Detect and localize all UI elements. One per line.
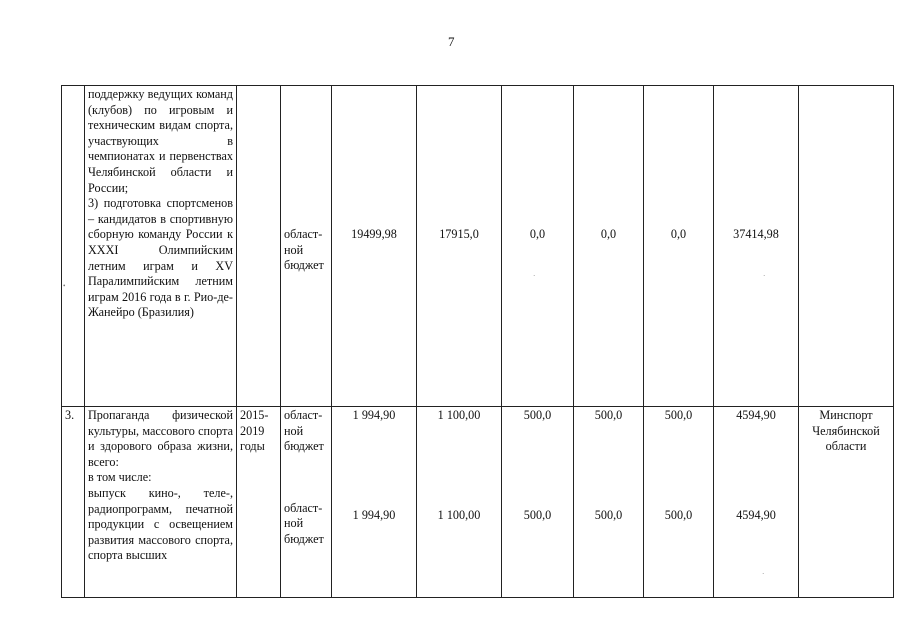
value: 500,0 bbox=[523, 507, 552, 522]
value-cell-3 bbox=[502, 407, 574, 598]
source-label: област- ной бюджет bbox=[284, 227, 324, 273]
value: 1 100,00 bbox=[437, 507, 481, 522]
table-row bbox=[62, 86, 894, 407]
value-cell-3 bbox=[502, 86, 574, 407]
description-sub-heading: в том числе: bbox=[88, 470, 152, 485]
value-cell-1 bbox=[332, 86, 417, 407]
value: 0,0 bbox=[670, 227, 687, 241]
value-cell-1 bbox=[332, 407, 417, 598]
description-cell: поддержку ведущих команд (клубов) по игровым и техническим видам спорта, участвующих в чемпионатах и первенствах Челябинской области и России; 3) подготовка спортсменов – кандидатов в спортивную сборную команду России к XXXI Олимпийским летним играм и XV Паралимпийским летним играм 2016 года в г. Рио-де-Жанейро (Бразилия) bbox=[85, 86, 237, 407]
value-cell-5 bbox=[644, 86, 714, 407]
source-cell bbox=[281, 86, 332, 407]
description-cell bbox=[85, 407, 237, 598]
executor-cell: Минспорт Челябинской области bbox=[799, 407, 894, 598]
scan-speck: · bbox=[762, 570, 765, 578]
value-cell-4 bbox=[574, 407, 644, 598]
period-cell bbox=[237, 86, 281, 407]
page-number: 7 bbox=[448, 34, 455, 49]
value: 1 994,90 bbox=[352, 408, 396, 422]
value: 500,0 bbox=[594, 408, 623, 422]
value: 500,0 bbox=[594, 507, 623, 522]
description-sub: выпуск кино-, теле-, радиопрограмм, печатной продукции с освещением развития массового спорта, спорта высших bbox=[88, 485, 233, 563]
value-cell-2 bbox=[417, 407, 502, 598]
value-cell-total bbox=[714, 407, 799, 598]
period-cell: 2015- 2019 годы bbox=[237, 407, 281, 598]
source-label: област- ной бюджет bbox=[284, 408, 324, 454]
value: 0,0 bbox=[529, 227, 546, 241]
scan-speck: · bbox=[763, 272, 766, 280]
value: 4594,90 bbox=[736, 507, 776, 522]
value: 500,0 bbox=[664, 408, 693, 422]
source-cell bbox=[281, 407, 332, 598]
value: 19499,98 bbox=[351, 227, 397, 241]
value: 0,0 bbox=[600, 227, 617, 241]
executor-cell bbox=[799, 86, 894, 407]
value: 500,0 bbox=[523, 408, 552, 422]
budget-table bbox=[61, 85, 894, 598]
scan-speck: • bbox=[63, 282, 66, 290]
value-cell-4 bbox=[574, 86, 644, 407]
source-label: област- ной бюджет bbox=[284, 500, 324, 546]
value: 37414,98 bbox=[733, 227, 779, 241]
value: 17915,0 bbox=[439, 227, 479, 241]
value: 500,0 bbox=[664, 507, 693, 522]
value: 1 994,90 bbox=[352, 507, 396, 522]
description-main: Пропаганда физической культуры, массового спорта и здорового образа жизни, всего: bbox=[88, 408, 233, 469]
value: 1 100,00 bbox=[437, 408, 481, 422]
value-cell-5 bbox=[644, 407, 714, 598]
value-cell-total bbox=[714, 86, 799, 407]
scan-speck: · bbox=[533, 272, 536, 280]
value-cell-2 bbox=[417, 86, 502, 407]
row-number-cell: 3. bbox=[62, 407, 85, 598]
table-row bbox=[62, 407, 894, 598]
value: 4594,90 bbox=[736, 408, 776, 422]
row-number-cell bbox=[62, 86, 85, 407]
